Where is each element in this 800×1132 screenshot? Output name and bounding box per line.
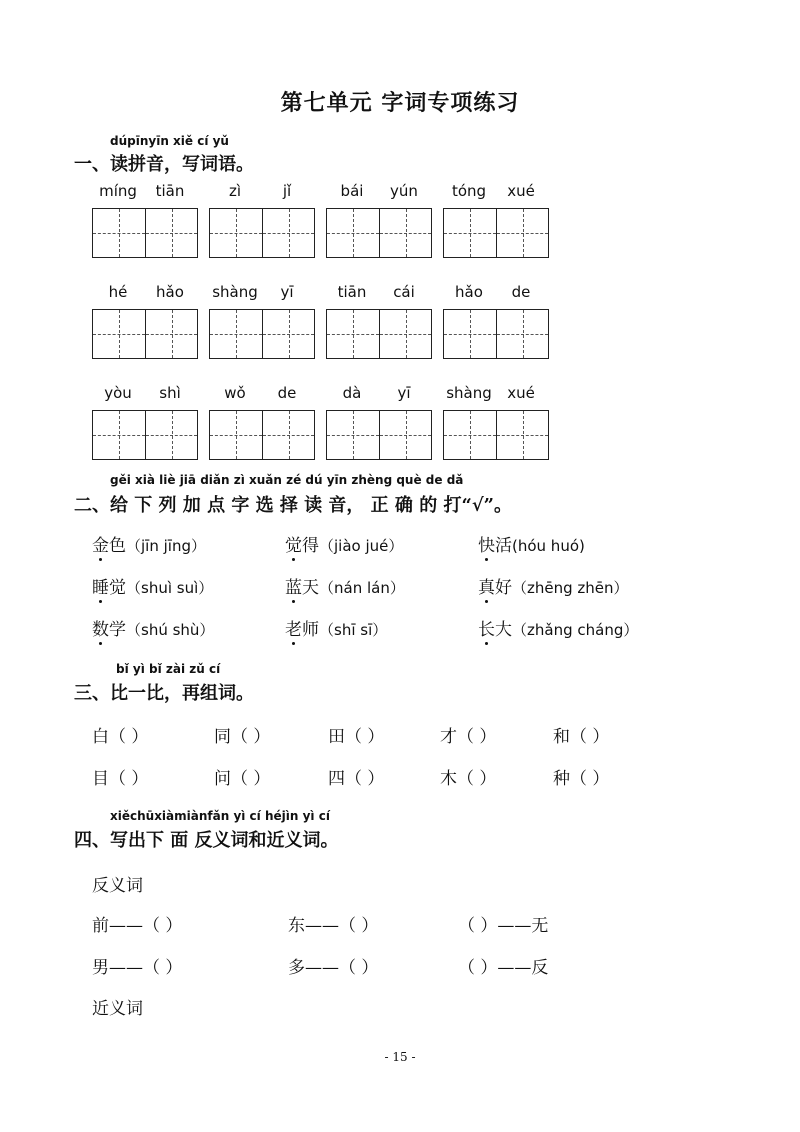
dotted-character: 长 — [478, 620, 495, 640]
pronunciation-item — [478, 615, 638, 640]
pronunciation-item — [92, 573, 213, 598]
word-character: 觉 — [109, 578, 126, 598]
writing-cell[interactable] — [379, 310, 431, 358]
writing-cell[interactable] — [444, 310, 496, 358]
pinyin-options[interactable]: （shú shù） — [126, 621, 215, 639]
writing-cell[interactable] — [327, 209, 379, 257]
pinyin-options[interactable]: （shī sī） — [319, 621, 388, 639]
antonym-blank[interactable]: 多——（ ） — [288, 958, 379, 978]
writing-cell[interactable] — [262, 209, 314, 257]
word-blank[interactable]: 同（ ） — [214, 727, 271, 747]
writing-cell[interactable] — [93, 209, 145, 257]
pinyin-options[interactable]: （jīn jīng） — [126, 537, 206, 555]
word-blank[interactable]: 白（ ） — [92, 727, 149, 747]
antonym-label: 反义词 — [92, 876, 143, 896]
dotted-character: 蓝 — [285, 578, 302, 598]
section1-heading: 一、读拼音，写词语。 — [74, 154, 254, 175]
dotted-character: 睡 — [92, 578, 109, 598]
pinyin-label: wǒ — [224, 384, 246, 402]
dotted-character: 真 — [478, 578, 495, 598]
writing-grid[interactable] — [92, 208, 198, 258]
writing-cell[interactable] — [145, 310, 197, 358]
writing-grid[interactable] — [443, 410, 549, 460]
writing-cell[interactable] — [327, 310, 379, 358]
writing-grid[interactable] — [209, 208, 315, 258]
pinyin-label: yòu — [104, 384, 132, 402]
writing-cell[interactable] — [379, 411, 431, 459]
word-blank[interactable]: 目（ ） — [92, 769, 149, 789]
pinyin-label: hé — [108, 283, 128, 301]
pinyin-label: tiān — [155, 182, 185, 200]
writing-cell[interactable] — [444, 411, 496, 459]
pronunciation-item — [478, 531, 585, 556]
pinyin-label: shàng — [446, 384, 492, 402]
pinyin-label: hǎo — [455, 283, 483, 301]
dotted-character: 金 — [92, 536, 109, 556]
pinyin-label: tóng — [451, 182, 487, 200]
pinyin-label: yī — [280, 283, 294, 301]
pronunciation-item — [285, 615, 387, 640]
pinyin-label: shàng — [212, 283, 258, 301]
pinyin-options[interactable]: （shuì suì） — [126, 579, 214, 597]
pronunciation-item — [285, 573, 405, 598]
pinyin-label: jǐ — [282, 182, 292, 200]
writing-cell[interactable] — [210, 209, 262, 257]
writing-cell[interactable] — [210, 411, 262, 459]
writing-grid[interactable] — [209, 410, 315, 460]
writing-grid[interactable] — [443, 309, 549, 359]
pinyin-options[interactable]: （jiào jué） — [319, 537, 404, 555]
antonym-blank[interactable]: （ ）——无 — [458, 916, 549, 936]
writing-grid[interactable] — [92, 309, 198, 359]
section4-heading: 四、写出下 面 反义词和近义词。 — [74, 830, 339, 851]
writing-cell[interactable] — [379, 209, 431, 257]
word-character: 学 — [109, 620, 126, 640]
writing-cell[interactable] — [496, 209, 548, 257]
writing-cell[interactable] — [444, 209, 496, 257]
word-character: 好 — [495, 578, 512, 598]
writing-cell[interactable] — [93, 411, 145, 459]
pinyin-label: zì — [228, 182, 242, 200]
writing-cell[interactable] — [496, 411, 548, 459]
section2-pinyin-ruby: gěi xià liè jiā diǎn zì xuǎn zé dú yīn zhèng què de dǎ — [110, 473, 464, 487]
word-character: 大 — [495, 620, 512, 640]
antonym-blank[interactable]: 东——（ ） — [288, 916, 379, 936]
writing-grid[interactable] — [92, 410, 198, 460]
word-blank[interactable]: 和（ ） — [553, 727, 610, 747]
antonym-blank[interactable]: （ ）——反 — [458, 958, 549, 978]
pronunciation-item — [478, 573, 629, 598]
writing-grid[interactable] — [443, 208, 549, 258]
pinyin-label: míng — [99, 182, 137, 200]
writing-grid[interactable] — [326, 410, 432, 460]
pinyin-label: dà — [342, 384, 362, 402]
writing-cell[interactable] — [93, 310, 145, 358]
pinyin-label: hǎo — [156, 283, 184, 301]
antonym-blank[interactable]: 前——（ ） — [92, 916, 183, 936]
writing-grid[interactable] — [209, 309, 315, 359]
word-character: 天 — [302, 578, 319, 598]
pinyin-label: shì — [159, 384, 181, 402]
writing-cell[interactable] — [496, 310, 548, 358]
writing-cell[interactable] — [262, 310, 314, 358]
dotted-character: 快 — [478, 536, 495, 556]
dotted-character: 数 — [92, 620, 109, 640]
dotted-character: 觉 — [285, 536, 302, 556]
pinyin-label: xué — [507, 182, 535, 200]
pinyin-label: yī — [397, 384, 411, 402]
word-character: 得 — [302, 536, 319, 556]
pronunciation-item — [92, 531, 206, 556]
section2-heading: 二、给 下 列 加 点 字 选 择 读 音， 正 确 的 打“√”。 — [74, 495, 513, 516]
pinyin-label: yún — [390, 182, 418, 200]
pinyin-options[interactable]: （zhǎng cháng） — [512, 621, 639, 639]
pinyin-label: de — [277, 384, 297, 402]
pinyin-options[interactable]: (hóu huó) — [512, 537, 585, 555]
pinyin-options[interactable]: （zhēng zhēn） — [512, 579, 629, 597]
writing-cell[interactable] — [262, 411, 314, 459]
writing-cell[interactable] — [210, 310, 262, 358]
section1-pinyin-ruby: dúpīnyīn xiě cí yǔ — [110, 134, 229, 148]
pronunciation-item — [285, 531, 403, 556]
section3-heading: 三、比一比，再组词。 — [74, 683, 254, 704]
word-character: 色 — [109, 536, 126, 556]
word-character: 师 — [302, 620, 319, 640]
word-blank[interactable]: 木（ ） — [440, 769, 497, 789]
pinyin-label: de — [511, 283, 531, 301]
word-blank[interactable]: 才（ ） — [440, 727, 497, 747]
synonym-label: 近义词 — [92, 999, 143, 1019]
page-number: - 15 - — [384, 1050, 416, 1064]
writing-grid[interactable] — [326, 309, 432, 359]
pinyin-label: tiān — [337, 283, 367, 301]
antonym-blank[interactable]: 男——（ ） — [92, 958, 183, 978]
page-title: 第七单元 字词专项练习 — [280, 90, 520, 116]
writing-grid[interactable] — [326, 208, 432, 258]
pinyin-label: bái — [340, 182, 364, 200]
section3-pinyin-ruby: bǐ yì bǐ zài zǔ cí — [116, 662, 221, 676]
writing-cell[interactable] — [327, 411, 379, 459]
pinyin-label: cái — [393, 283, 415, 301]
word-blank[interactable]: 问（ ） — [214, 769, 271, 789]
word-blank[interactable]: 四（ ） — [328, 769, 385, 789]
word-blank[interactable]: 种（ ） — [553, 769, 610, 789]
section4-pinyin-ruby: xiěchūxiàmiànfǎn yì cí héjìn yì cí — [110, 809, 330, 823]
pinyin-label: xué — [507, 384, 535, 402]
dotted-character: 老 — [285, 620, 302, 640]
word-character: 活 — [495, 536, 512, 556]
word-blank[interactable]: 田（ ） — [328, 727, 385, 747]
pinyin-options[interactable]: （nán lán） — [319, 579, 405, 597]
writing-cell[interactable] — [145, 411, 197, 459]
writing-cell[interactable] — [145, 209, 197, 257]
pronunciation-item — [92, 615, 214, 640]
